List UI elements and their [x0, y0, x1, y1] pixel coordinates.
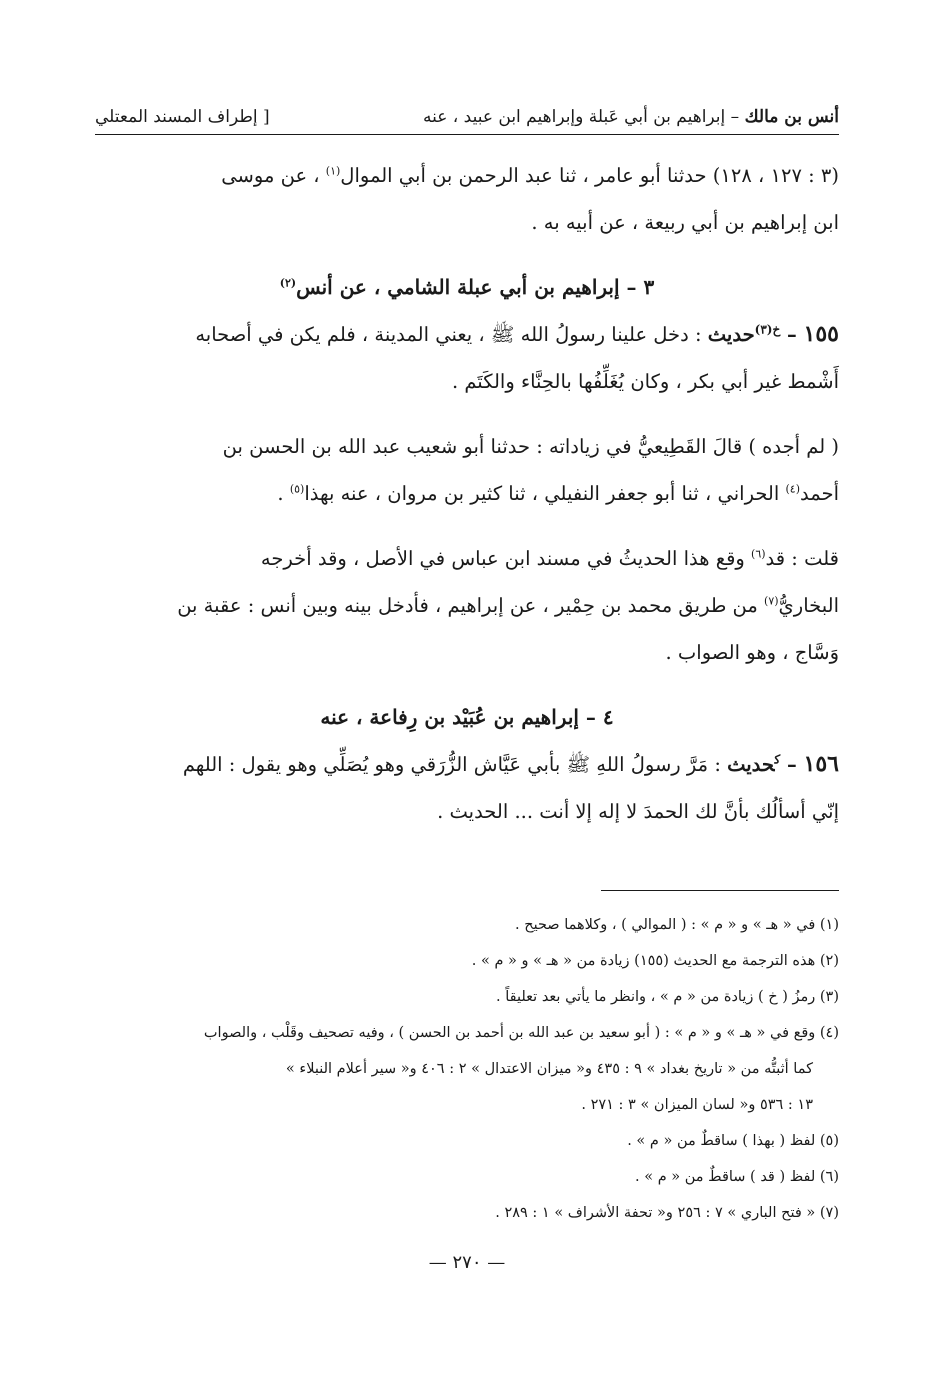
hadith-number: ١٥٥: [803, 321, 839, 347]
hadith-156: [95, 741, 839, 835]
footnote-4-continued-2: ١٣ : ٥٣٦ و« لسان الميزان » ٣ : ٢٧١ .: [581, 1097, 813, 1113]
qatii-line-2a: أحمد: [800, 482, 839, 505]
footnote-ref-2: (٢): [279, 276, 297, 290]
running-header: [95, 100, 839, 135]
main-text: [95, 152, 839, 835]
hadith-label: [708, 323, 780, 346]
footnotes: [95, 907, 839, 1231]
footnote-2: (٢) هذه الترجمة مع الحديث (١٥٥) زيادة من « هـ » و « م » .: [471, 953, 839, 969]
isnad-line-1a: (٣ : ١٢٧ ، ١٢٨) حدثنا أبو عامر ، ثنا عبد الرحمن بن أبي الموال: [340, 164, 839, 187]
header-title-rest: – إبراهيم بن أبي عَبلة وإبراهيم ابن عبيد ، عنه: [422, 107, 740, 127]
qult-line-1b: وقع هذا الحديثُ في مسند ابن عباس في الأصل ، وقد أخرجه: [260, 547, 752, 570]
qult-line-1a: قلت : قد: [765, 547, 839, 570]
qatii-line-2c: .: [277, 482, 290, 505]
footnote-3: (٣) رمزُ ( خ ) زيادة من « م » ، وانظر ما يأتي بعد تعليقاً .: [496, 989, 839, 1005]
footnote-4: (٤) وقع في « هـ » و « م » : ( أبو سعيد بن عبد الله بن أحمد بن الحسن ) ، وفيه تصحيف وقَلْب ، والصواب: [203, 1025, 839, 1041]
qatii-line-1: ( لم أجده ) قالَ القَطِيعيُّ في زياداته : حدثنا أبو شعيب عبد الله بن الحسن بن: [222, 435, 839, 458]
hadith-dash: –: [780, 753, 804, 776]
footnote-7: (٧) « فتح الباري » ٧ : ٢٥٦ و« تحفة الأشراف » ١ : ٢٨٩ .: [495, 1205, 839, 1221]
page-number: — ٢٧٠ —: [428, 1252, 506, 1273]
hadith-number: ١٥٦: [803, 751, 839, 777]
hadith-text-1: : مَرَّ رسولُ اللهِ ﷺ بأبي عَيَّاش الزُّرَقي وهو يُصَلِّي وهو يقول : اللهم: [182, 753, 728, 776]
paragraph-qult: [95, 535, 839, 676]
footnote-1: (١) في « هـ » و « م » : ( الموالي ) ، وكلاهما صحيح .: [514, 917, 839, 933]
isnad-line-1b: ، عن موسى: [221, 164, 326, 187]
section-heading-3-text: ٣ – إبراهيم بن أبي عبلة الشامي ، عن أنس: [296, 275, 655, 299]
paragraph-qatii: [95, 423, 839, 517]
paragraph-isnad-1: [95, 152, 839, 246]
footnote-ref-1: (١): [325, 164, 341, 178]
isnad-line-2: ابن إبراهيم بن أبي ربيعة ، عن أبيه به .: [531, 211, 839, 234]
footnote-ref-6: (٦): [751, 547, 766, 561]
footnote-ref-4: (٤): [785, 482, 801, 496]
hadith-source-symbol: ك: [774, 752, 781, 767]
footnote-5: (٥) لفظ ( بهذا ) ساقطٌ من « م » .: [627, 1133, 839, 1149]
section-heading-3: [95, 264, 839, 311]
footnote-separator: [601, 890, 839, 891]
hadith-155: [95, 311, 839, 405]
hadith-text-2: أَشْمط غير أبي بكر ، وكان يُغَلِّفُها بالحِنَّاء والكَتَم .: [451, 370, 839, 393]
hadith-dash: –: [780, 323, 804, 346]
hadith-text-1: : دخل علينا رسولُ الله ﷺ ، يعني المدينة ، فلم يكن في أصحابه: [195, 323, 708, 346]
section-heading-4-text: ٤ – إبراهيم بن عُبَيْد بن رِفاعة ، عنه: [320, 705, 614, 729]
hadith-text-2: إنّي أسألُك بأنَّ لك الحمدَ لا إله إلا أنت ... الحديث .: [437, 800, 839, 823]
hadith-word: حديث: [727, 753, 775, 776]
header-title-bold: أنس بن مالك: [744, 107, 839, 127]
header-title: [423, 100, 839, 134]
hadith-source-symbol: خ(٣): [754, 322, 781, 337]
hadith-word: حديث: [707, 323, 755, 346]
qult-line-2a: البخاريُّ: [778, 594, 839, 617]
qult-line-3: وَسَّاج ، وهو الصواب .: [665, 641, 839, 664]
book-page: [95, 0, 839, 1373]
header-book-name: [ إطراف المسند المعتلي: [95, 107, 270, 127]
footnote-4-continued: كما أثبتُّه من « تاريخ بغداد » ٩ : ٤٣٥ و« ميزان الاعتدال » ٢ : ٤٠٦ و« سير أعلام النبلاء »: [285, 1061, 813, 1077]
section-heading-4: [95, 694, 839, 741]
qult-line-2b: من طريق محمد بن حِمْير ، عن إبراهيم ، فأدخل بينه وبين أنس : عقبة بن: [177, 594, 765, 617]
hadith-label: [727, 753, 780, 776]
footnote-6: (٦) لفظ ( قد ) ساقطٌ من « م » .: [635, 1169, 839, 1185]
qatii-line-2b: الحراني ، ثنا أبو جعفر النفيلي ، ثنا كثير بن مروان ، عنه بهذا: [304, 482, 786, 505]
footnote-ref-7: (٧): [764, 594, 779, 608]
footnote-ref-5: (٥): [289, 482, 305, 496]
